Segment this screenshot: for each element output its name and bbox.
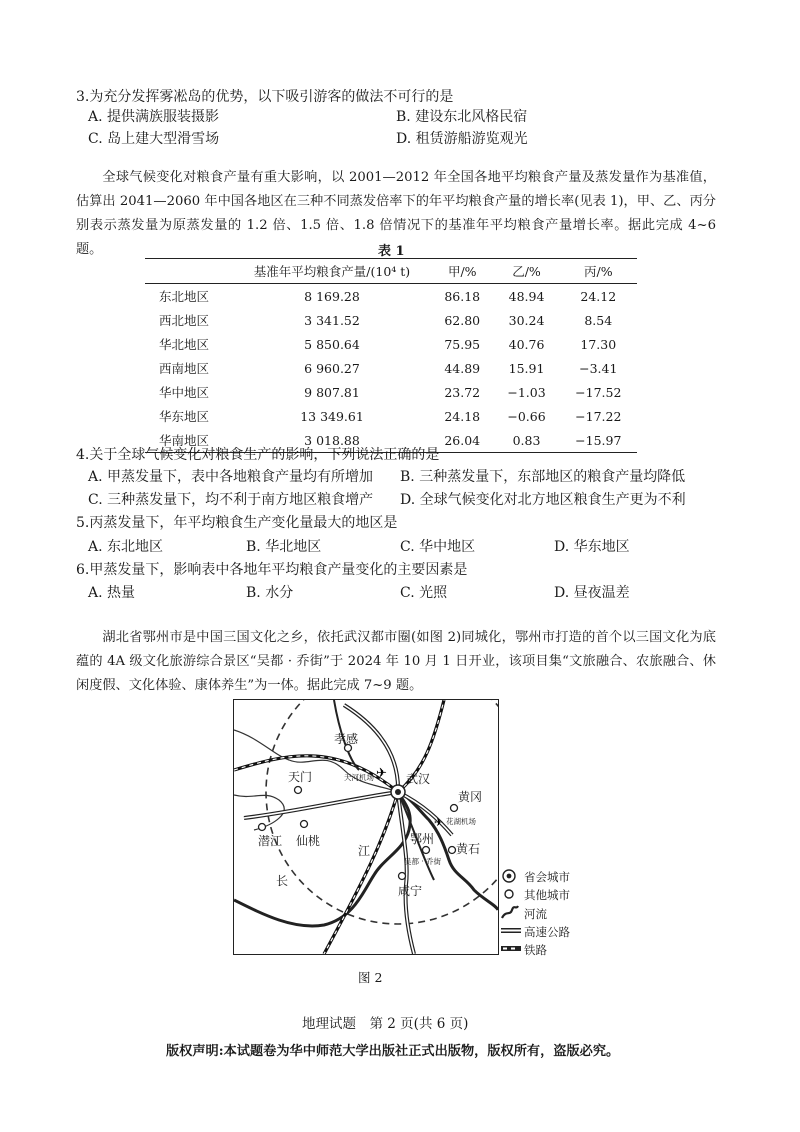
- map-label-jiang: 江: [358, 844, 371, 858]
- legend-capital-label: 省会城市: [524, 870, 570, 884]
- page-footer: 地理试题 第 2 页(共 6 页): [302, 1016, 469, 1032]
- q6-option-d[interactable]: D. 昼夜温差: [554, 585, 630, 601]
- map-label-chang: 长: [276, 874, 289, 888]
- q4-option-b[interactable]: B. 三种蒸发量下，东部地区的粮食产量均降低: [400, 469, 686, 485]
- tianmen-marker: [295, 787, 302, 794]
- tianhe-airport-icon: ✈: [376, 766, 387, 781]
- table-row: [145, 332, 637, 356]
- q3-option-b[interactable]: B. 建设东北风格民宿: [396, 109, 528, 125]
- table-cell: 23.72: [444, 384, 481, 400]
- map-label-wuhan: 武汉: [406, 772, 431, 786]
- metro-circle: [266, 700, 498, 924]
- table-cell: 5 850.64: [304, 336, 360, 352]
- q4-option-a[interactable]: A. 甲蒸发量下，表中各地粮食产量均有所增加: [88, 469, 374, 485]
- table-cell: 48.94: [508, 288, 545, 304]
- q4-stem: 4.关于全球气候变化对粮食生产的影响，下列说法正确的是: [76, 447, 440, 463]
- table-cell: 24.18: [444, 408, 481, 424]
- table-cell: 华北地区: [159, 337, 210, 352]
- table-cell: −17.52: [575, 384, 622, 400]
- table-cell: 86.18: [444, 288, 481, 304]
- table-cell: 30.24: [508, 312, 545, 328]
- table-cell: 华南地区: [145, 428, 233, 453]
- table-cell: 9 807.81: [304, 384, 360, 400]
- table-cell: 26.04: [431, 428, 493, 453]
- map-graphic: [234, 700, 498, 954]
- table-cell: 15.91: [508, 360, 545, 376]
- passage-1: 全球气候变化对粮食产量有重大影响，以 2001—2012 年全国各地平均粮食产量及蒸发量作为基准值，估算出 2041—2060 年中国各地区在三种不同蒸发倍率下的年平均粮食产量的增长率(见表 1)，甲、乙、丙分别表示蒸发量为原蒸发量的 1.2 倍、1.5 倍、1.8 倍情况下的基准年平均粮食产量增长率。据此完成 4~6 题。: [76, 170, 716, 257]
- q5-stem: 5.丙蒸发量下，年平均粮食生产变化量最大的地区是: [76, 515, 398, 531]
- q5-option-d[interactable]: D. 华东地区: [554, 539, 630, 555]
- legend-city-icon: [505, 890, 513, 898]
- table-row: [145, 356, 637, 380]
- xiantao-marker: [301, 821, 308, 828]
- table-cell: 75.95: [444, 336, 481, 352]
- wuhan-metro-map: [233, 699, 499, 955]
- table-header-cell: 丙/%: [560, 259, 637, 284]
- table-cell: 8.54: [584, 312, 613, 328]
- map-label-huahu-airport: 花湖机场: [446, 817, 476, 826]
- q6-stem: 6.甲蒸发量下，影响表中各地年平均粮食产量变化的主要因素是: [76, 562, 468, 578]
- q6-option-a[interactable]: A. 热量: [88, 585, 136, 601]
- table-row: [145, 404, 637, 428]
- q3-option-c[interactable]: C. 岛上建大型滑雪场: [88, 131, 220, 147]
- legend-highway-label: 高速公路: [524, 925, 570, 939]
- table-cell: 17.30: [580, 336, 617, 352]
- table-row: [145, 380, 637, 404]
- table-cell: 3 018.88: [233, 428, 431, 453]
- table-header-cell: 乙/%: [493, 259, 559, 284]
- table-cell: 华中地区: [159, 385, 210, 400]
- table-row: [145, 308, 637, 332]
- q4-option-c[interactable]: C. 三种蒸发量下，均不利于南方地区粮食增产: [88, 492, 374, 508]
- table-header-cell: [145, 259, 233, 284]
- table-cell: 3 341.52: [304, 312, 360, 328]
- table-cell: 62.80: [444, 312, 481, 328]
- table-cell: −15.97: [560, 428, 637, 453]
- huahu-airport-icon: ✈: [434, 816, 444, 829]
- map-label-huanggang: 黄冈: [458, 790, 483, 804]
- q6-option-b[interactable]: B. 水分: [246, 585, 294, 601]
- ezhou-marker: [423, 847, 430, 854]
- table-cell: 13 349.61: [300, 408, 364, 424]
- qianjiang-marker: [259, 824, 266, 831]
- grain-table: [145, 258, 637, 453]
- map-label-xiantao: 仙桃: [296, 834, 321, 848]
- huanggang-marker: [451, 805, 458, 812]
- legend-railway-label: 铁路: [524, 943, 547, 957]
- table-cell: 西北地区: [159, 313, 210, 328]
- legend-river-label: 河流: [524, 907, 547, 921]
- table-cell: 东北地区: [159, 289, 210, 304]
- table-cell: 8 169.28: [304, 288, 360, 304]
- q5-option-c[interactable]: C. 华中地区: [400, 539, 476, 555]
- q5-option-b[interactable]: B. 华北地区: [246, 539, 322, 555]
- table-cell: −3.41: [579, 360, 618, 376]
- table-header-cell: 甲/%: [431, 259, 493, 284]
- table-caption: 表 1: [378, 244, 405, 259]
- table-cell: −0.66: [507, 408, 546, 424]
- q3-stem: 3.为充分发挥雾凇岛的优势，以下吸引游客的做法不可行的是: [76, 89, 454, 105]
- q6-option-c[interactable]: C. 光照: [400, 585, 448, 601]
- map-label-wudu-qiaojie: 吴都 · 乔街: [404, 857, 442, 866]
- table-cell: 44.89: [444, 360, 481, 376]
- legend-city-label: 其他城市: [524, 888, 570, 902]
- map-label-xiaogan: 孝感: [334, 732, 359, 746]
- map-label-tianhe-airport: 天河机场: [344, 773, 374, 782]
- q5-option-a[interactable]: A. 东北地区: [88, 539, 164, 555]
- table-row: [145, 284, 637, 309]
- q3-option-d[interactable]: D. 租赁游船游览观光: [396, 131, 528, 147]
- map-label-xianning: 咸宁: [398, 884, 423, 898]
- table-cell: 40.76: [508, 336, 545, 352]
- huangshi-marker: [449, 847, 456, 854]
- railway-sw: [324, 792, 398, 954]
- table-header-cell: 基准年平均粮食产量/(10⁴ t): [233, 259, 431, 284]
- table-cell: 6 960.27: [304, 360, 360, 376]
- table-cell: 0.83: [493, 428, 559, 453]
- xianning-marker: [399, 873, 406, 880]
- map-label-huangshi: 黄石: [456, 842, 481, 856]
- q4-option-d[interactable]: D. 全球气候变化对北方地区粮食生产更为不利: [400, 492, 686, 508]
- legend-river-icon: [502, 906, 518, 918]
- copyright-notice: 版权声明:本试题卷为华中师范大学出版社正式出版物，版权所有，盗版必究。: [166, 1044, 620, 1059]
- table-cell: −17.22: [575, 408, 622, 424]
- table-cell: 西南地区: [159, 361, 210, 376]
- map-label-ezhou: 鄂州: [410, 832, 435, 846]
- figure-caption: 图 2: [358, 970, 383, 985]
- map-label-tianmen: 天门: [288, 770, 313, 784]
- table-cell: −1.03: [507, 384, 546, 400]
- q3-option-a[interactable]: A. 提供满族服装摄影: [88, 109, 220, 125]
- table-cell: 24.12: [580, 288, 617, 304]
- table-header-row: [145, 259, 637, 284]
- map-label-qianjiang: 潜江: [258, 834, 283, 848]
- table-cell: 华东地区: [159, 409, 210, 424]
- passage-2: 湖北省鄂州市是中国三国文化之乡，依托武汉都市圈(如图 2)同城化，鄂州市打造的首个以三国文化为底蕴的 4A 级文化旅游综合景区“吴都 · 乔街”于 2024 年 10 月 1 日开业，该项目集“文旅融合、农旅融合、休闲度假、文化体验、康体养生”为一体。据此完成 7~9 题。: [76, 630, 716, 693]
